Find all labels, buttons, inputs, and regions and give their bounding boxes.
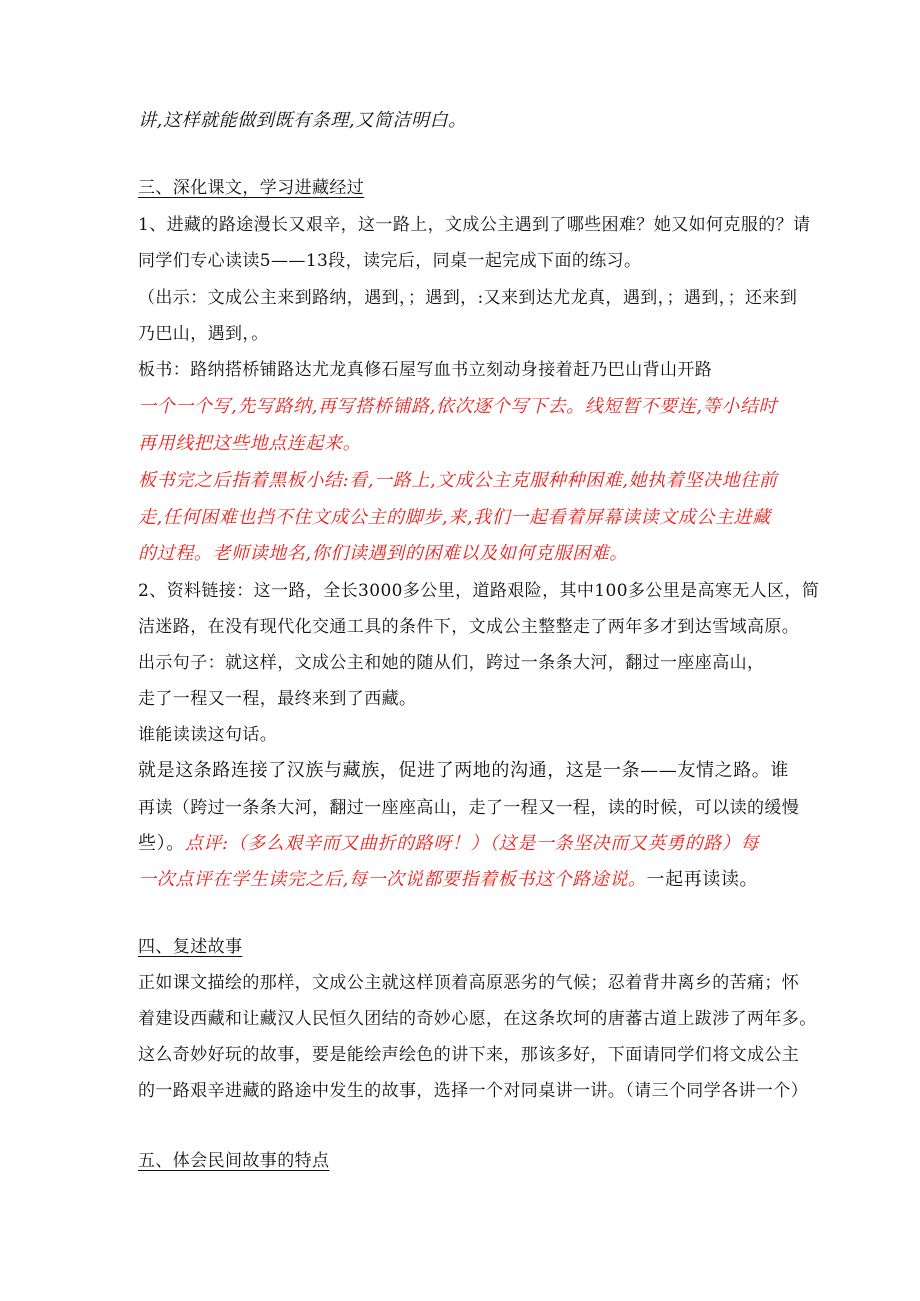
paragraph-line: 再读（跨过一条条大河，翻过一座座高山，走了一程又一程，读的时候，可以读的缓慢 [138,798,800,818]
paragraph-line: 走了一程又一程，最终来到了西藏。 [138,689,417,709]
paragraph-line: 的一路艰辛进藏的路途中发生的故事，选择一个对同桌讲一讲。（请三个同学各讲一个） [138,1081,809,1101]
teacher-note-line: 的过程。老师读地名,你们读遇到的困难以及如何克服困难。 [138,543,628,564]
paragraph-line: 乃巴山，遇到，。 [138,324,269,344]
teacher-note-line: 板书完之后指着黑板小结:看,一路上,文成公主克服种种困难,她执着坚决地往前 [138,470,778,491]
paragraph-line: 2、资料链接：这一路，全长3000多公里，道路艰险，其中100多公里是高寒无人区，简 [138,581,820,601]
teacher-note-line: 再用线把这些地点连起来。 [138,433,362,454]
paragraph-line: 1、进藏的路途漫长又艰辛，这一路上，文成公主遇到了哪些困难？她又如何克服的？请 [138,215,811,235]
paragraph-text: 些）。 [138,833,185,854]
paragraph-line: 着建设西藏和让藏汉人民恒久团结的奇妙心愿，在这条坎坷的唐蕃古道上跋涉了两年多。 [138,1009,817,1029]
mixed-line [138,833,759,855]
paragraph-line: 谁能读读这句话。 [138,725,278,745]
paragraph-line: 就是这条路连接了汉族与藏族，促进了两地的沟通，这是一条——友情之路。谁 [138,760,789,781]
teacher-note-text: 点评:（多么艰辛而又曲折的路呀！）（这是一条坚决而又英勇的路）每 [184,833,760,854]
section-heading-4: 四、复述故事 [138,937,243,957]
paragraph-text: 一起再读读。 [646,869,759,890]
teacher-note-text: 一次点评在学生读完之后,每一次说都要指着板书这个路途说。 [138,869,647,890]
section-heading-5: 五、体会民间故事的特点 [138,1151,330,1171]
paragraph-line: 这么奇妙好玩的故事，要是能绘声绘色的讲下来，那该多好，下面请同学们将文成公主 [138,1045,800,1065]
teacher-note-line: 一个一个写,先写路纳,再写搭桥铺路,依次逐个写下去。线短暂不要连,等小结时 [138,396,778,417]
teacher-note-line: 走,任何困难也挡不住文成公主的脚步,来,我们一起看着屏幕读读文成公主进藏 [138,507,771,528]
paragraph-line: 正如课文描绘的那样，文成公主就这样顶着高原恶劣的气候；忍着背井离乡的苦痛；怀 [138,973,800,993]
mixed-line [138,869,758,891]
paragraph-line: （出示：文成公主来到路纳，遇到，；遇到，:又来到达尤龙真，遇到，；遇到，；还来到 [138,288,798,308]
paragraph-line: 讲,这样就能做到既有条理,又简洁明白。 [138,110,467,131]
paragraph-line: 出示句子：就这样，文成公主和她的随从们，跨过一条条大河，翻过一座座高山， [138,653,765,673]
blackboard-line: 板书：路纳搭桥铺路达尤龙真修石屋写血书立刻动身接着赶乃巴山背山开路 [138,360,713,380]
paragraph-line: 同学们专心读读5——13段，读完后，同桌一起完成下面的练习。 [138,251,642,271]
paragraph-line: 洁迷路，在没有现代化交通工具的条件下，文成公主整整走了两年多才到达雪域高原。 [138,617,800,637]
section-heading-3: 三、深化课文，学习进藏经过 [138,178,365,198]
